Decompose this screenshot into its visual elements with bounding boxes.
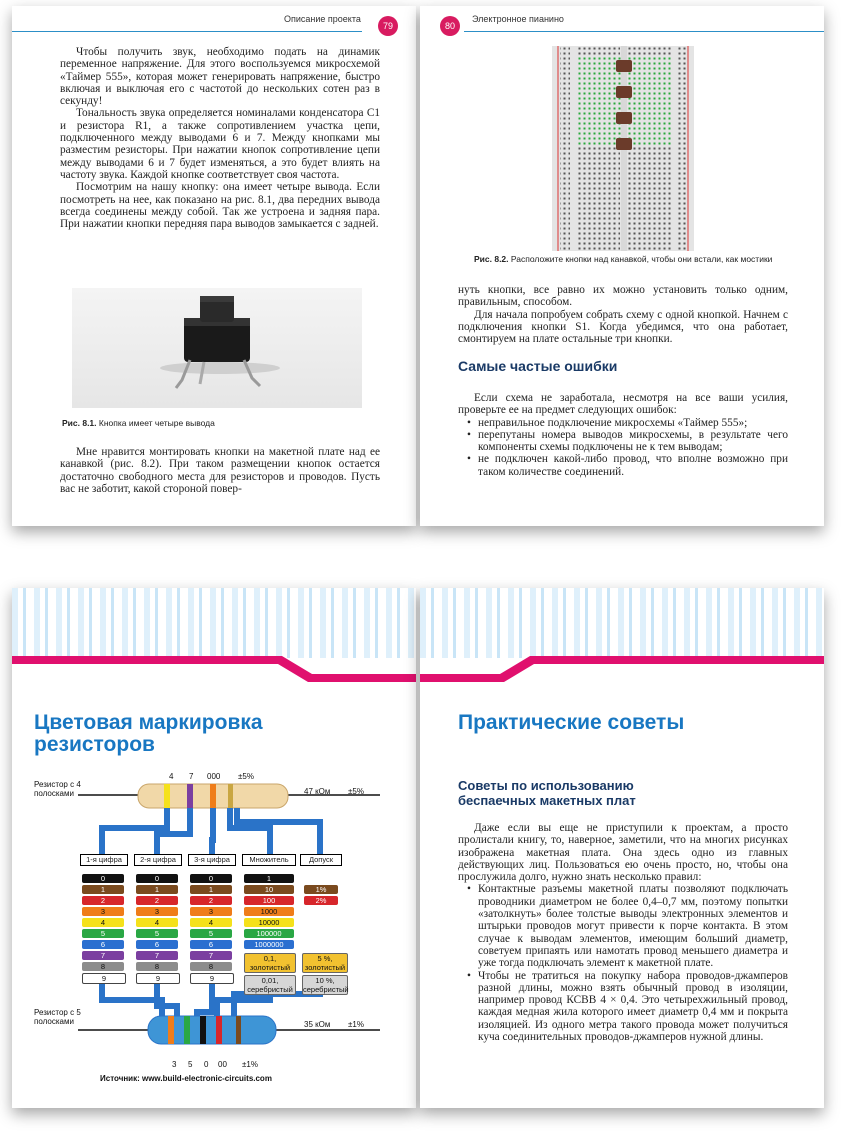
section-title (458, 778, 636, 808)
multiplier-chip: 100 (244, 896, 294, 905)
figure-label: Рис. 8.1. (62, 418, 97, 428)
digit-chip: 5 (82, 929, 124, 938)
digit-chip: 1 (190, 885, 232, 894)
top-digit: 4 (169, 772, 174, 781)
column-label-tolerance: Допуск (300, 854, 342, 866)
digit-chip: 0 (190, 874, 232, 883)
body-text (60, 46, 380, 230)
multiplier-chip: 1000000 (244, 940, 294, 949)
digit-chip: 9 (136, 973, 180, 984)
list-item: • неправильное подключение микросхемы «Таймер 555»; (478, 417, 788, 429)
paragraph: Посмотрим на нашу кнопку: она имеет четыре вывода. Если посмотреть на нее, как показано на рис. 8.1, два передних вывода всегда соединены между собой. Так же устроена и задняя пара. При нажатии кнопки передняя пара выводов замыкается с задней. (60, 181, 380, 231)
figure-caption-text: Расположите кнопки над канавкой, чтобы они встали, как мостики (510, 254, 773, 264)
list-item: • не подключен какой-либо провод, что вполне возможно при таком количестве соединений. (478, 453, 788, 478)
tolerance-chip: 2% (304, 896, 338, 905)
digit-chip: 7 (136, 951, 178, 960)
subtitle-line: беспаечных макетных плат (458, 793, 636, 808)
digit-chip: 0 (136, 874, 178, 883)
multiplier-gold-chip: 0,1, золотистый (244, 953, 296, 973)
top-resistor-label: Резистор с 4 полосками (34, 780, 81, 798)
paragraph: Тональность звука определяется номиналами конденсатора С1 и резистора R1, а также сопротивлением участка цепи, подключенного между выводами 6 и 7. Между кнопками мы разместим резисторы. При нажатии кнопок сопротивление цепи между выводами 6 и 7 будет изменяться, а это будет влиять на частоту звука. Каждой кнопке соответствует своя частота. (60, 107, 380, 181)
breadboard-photo (552, 46, 694, 251)
digit-chip: 3 (190, 907, 232, 916)
digit-chip: 6 (82, 940, 124, 949)
multiplier-silver-chip: 0,01, серебристый (244, 975, 296, 995)
breadboard-image (552, 46, 694, 251)
top-digit: 000 (207, 772, 221, 781)
digit-chip: 8 (190, 962, 232, 971)
digit-chip: 2 (190, 896, 232, 905)
header-rule (12, 31, 362, 32)
bottom-digit: 00 (218, 1060, 227, 1069)
digit-chip: 1 (82, 885, 124, 894)
section-title: Самые частые ошибки (458, 358, 618, 374)
page-number: 79 (378, 16, 398, 36)
multiplier-chip: 10000 (244, 918, 294, 927)
figure-caption-text: Кнопка имеет четыре вывода (98, 418, 215, 428)
paragraph: Для начала попробуем собрать схему с одной кнопкой. Начнем с подключения кнопки S1. Когда убедимся, что она работает, смонтируем на плате остальные три кнопки. (458, 308, 788, 346)
page-number: 80 (440, 16, 460, 36)
magenta-band (12, 644, 416, 684)
column-label-digit1: 1-я цифра (80, 854, 128, 866)
digit-chip: 4 (190, 918, 232, 927)
list-item: • перепутаны номера выводов микросхемы, в результате чего компоненты схемы подключены не к тем выводам; (478, 429, 788, 454)
digit-chip: 8 (136, 962, 178, 971)
multiplier-chip: 1 (244, 874, 294, 883)
bottom-digit: 3 (172, 1060, 177, 1069)
title-line: Цветовая маркировка (34, 711, 263, 734)
digit-chip: 3 (82, 907, 124, 916)
tips-page (420, 588, 824, 1108)
tolerance-silver-chip: 10 %, серебристый (303, 976, 349, 994)
bottom-digit: ±1% (242, 1060, 258, 1069)
digit-chip: 5 (136, 929, 178, 938)
bottom-digit: 0 (204, 1060, 209, 1069)
digit-chip: 9 (190, 973, 234, 984)
top-digit: ±5% (238, 772, 254, 781)
figure-caption (474, 254, 784, 265)
figure-label: Рис. 8.2. (474, 254, 509, 264)
digit-chip: 5 (190, 929, 232, 938)
body-text (458, 822, 788, 1043)
button-photo (72, 288, 362, 408)
bottom-digit: 5 (188, 1060, 193, 1069)
digit-chip: 2 (136, 896, 178, 905)
digit-chip: 6 (190, 940, 232, 949)
top-tolerance: ±5% (348, 787, 364, 796)
column-label-digit3: 3-я цифра (188, 854, 236, 866)
header-rule (464, 31, 824, 32)
page-79 (12, 6, 416, 526)
push-button-image (72, 288, 362, 408)
list-item: • Контактные разъемы макетной платы позволяют подключать проводники диаметром не более 0,4–0,7 мм, поэтому попытки «затолкнуть» более толстые выводы электронных элементов и штырьки проводов могут привести к порче контакта. В этом случае к выводам элементов, имеющим больший диаметр, советуем припаять или намотать провод меньшего диаметра и уже тогда подключать элемент к макетной плате. (478, 883, 788, 969)
paragraph: Чтобы получить звук, необходимо подать на динамик переменное напряжение. Для этого воспользуемся микросхемой «Таймер 555», которая может генерировать напряжение, быстро включая и выключая его с частотой до нескольких сотен раз в секунду! (60, 46, 380, 108)
digit-chip: 9 (82, 973, 126, 984)
running-header: Описание проекта (284, 14, 361, 24)
digit-chip: 3 (136, 907, 178, 916)
digit-chip: 8 (82, 962, 124, 971)
resistor-color-page (12, 588, 416, 1108)
multiplier-chip: 10 (244, 885, 294, 894)
tolerance-chip: 1% (304, 885, 338, 894)
source-credit: Источник: www.build-electronic-circuits.com (100, 1074, 272, 1083)
digit-chip: 0 (82, 874, 124, 883)
top-digit: 7 (189, 772, 194, 781)
bottom-resistor-label: Резистор с 5 полосками (34, 1008, 81, 1026)
page-title: Практические советы (458, 711, 685, 734)
digit-chip: 7 (190, 951, 232, 960)
figure-caption (62, 418, 382, 429)
running-header: Электронное пианино (472, 14, 564, 24)
multiplier-chip: 1000 (244, 907, 294, 916)
paragraph: Даже если вы еще не приступили к проектам, а просто пролистали книгу, то, наверное, заметили, что на многих рисунках изображена макетная плата. Она здесь одно из главных действующих лиц. Пользоваться ею очень просто, но, чтобы она прослужила долго, нужно знать несколько правил: (458, 822, 788, 884)
page-title (34, 712, 263, 756)
digit-chip: 6 (136, 940, 178, 949)
digit-chip: 1 (136, 885, 178, 894)
paragraph: Если схема не заработала, несмотря на все ваши усилия, проверьте ее на предмет следующих ошибок: (458, 392, 788, 417)
bottom-value: 35 кОм (304, 1020, 331, 1029)
top-value: 47 кОм (304, 787, 331, 796)
subtitle-line: Советы по использованию (458, 778, 634, 793)
column-label-digit2: 2-я цифра (134, 854, 182, 866)
paragraph: нуть кнопки, все равно их можно установить только одним, правильным, способом. (458, 284, 788, 309)
errors-list (458, 417, 788, 478)
list-item: • Чтобы не тратиться на покупку набора проводов-джамперов разной длины, можно взять обычный провод в изоляции, например провод КСВВ 4 × 0,4. Это четырехжильный провод, каждая медная жила которого имеет диаметр 0,4 мм и покрыта изоляцией. Из одного метра такого провода может получиться куча соединительных проводов-джамперов нужной длины. (478, 970, 788, 1044)
paragraph: Мне нравится монтировать кнопки на макетной плате над ее канавкой (рис. 8.2). При таком размещении кнопок остается достаточно свободного места для резисторов и проводов. Пусть вас не заботит, какой стороной повер- (60, 446, 380, 495)
digit-chip: 7 (82, 951, 124, 960)
body-text-bottom (60, 446, 380, 495)
multiplier-chip: 100000 (244, 929, 294, 938)
magenta-band (420, 644, 824, 684)
tolerance-gold-chip: 5 %, золотистый (302, 953, 348, 973)
body-text (458, 284, 788, 345)
bottom-tolerance: ±1% (348, 1020, 364, 1029)
errors-list-block (458, 392, 788, 478)
digit-chip: 2 (82, 896, 124, 905)
column-label-multiplier: Множитель (242, 854, 296, 866)
digit-chip: 4 (136, 918, 178, 927)
title-line: резисторов (34, 733, 155, 756)
resistor-diagram (12, 768, 416, 1088)
digit-chip: 4 (82, 918, 124, 927)
page-80 (420, 6, 824, 526)
tips-list (458, 883, 788, 1043)
